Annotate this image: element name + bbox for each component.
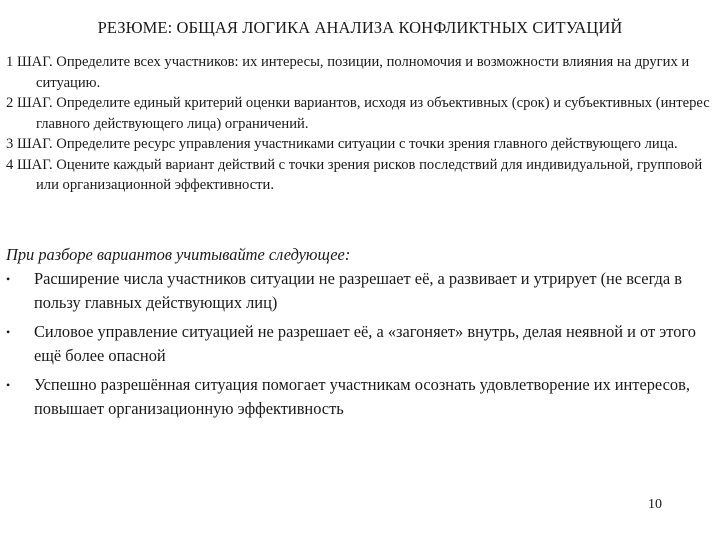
steps-list [6, 52, 712, 196]
bullet-text: Успешно разрешённая ситуация помогает участникам осознать удовлетворение их интересов, повышает организационную эффективность [34, 375, 690, 418]
bullet-item-1 [6, 267, 712, 315]
page-number: 10 [648, 497, 662, 512]
considerations-title: При разборе вариантов учитывайте следующее: [6, 245, 351, 264]
slide-title: РЕЗЮМЕ: ОБЩАЯ ЛОГИКА АНАЛИЗА КОНФЛИКТНЫХ СИТУАЦИЙ [97, 18, 623, 37]
bullet-item-2 [6, 320, 712, 368]
bullet-mark: • [6, 378, 11, 392]
bullet-mark: • [6, 325, 11, 339]
bullet-mark: • [6, 272, 11, 286]
step-item-3: 3 ШАГ. Определите ресурс управления участниками ситуации с точки зрения главного действующего лица. [6, 136, 678, 152]
bullet-text: Силовое управление ситуацией не разрешает её, а «загоняет» внутрь, делая неявной и от этого ещё более опасной [34, 322, 696, 365]
step-item-1: 1 ШАГ. Определите всех участников: их интересы, позиции, полномочия и возможности влияния на других и ситуацию. [6, 54, 690, 91]
step-item-4: 4 ШАГ. Оцените каждый вариант действий с точки зрения рисков последствий для индивидуальной, групповой или организационной эффективности. [6, 156, 703, 193]
bullet-text: Расширение числа участников ситуации не разрешает её, а развивает и утрирует (не всегда в пользу главных действующих лиц) [34, 269, 682, 312]
bullet-item-3 [6, 373, 712, 421]
step-item-2: 2 ШАГ. Определите единый критерий оценки вариантов, исходя из объективных (срок) и субъективных (интерес главного действующего лица) ограничений. [6, 95, 710, 132]
considerations-section [6, 243, 712, 421]
